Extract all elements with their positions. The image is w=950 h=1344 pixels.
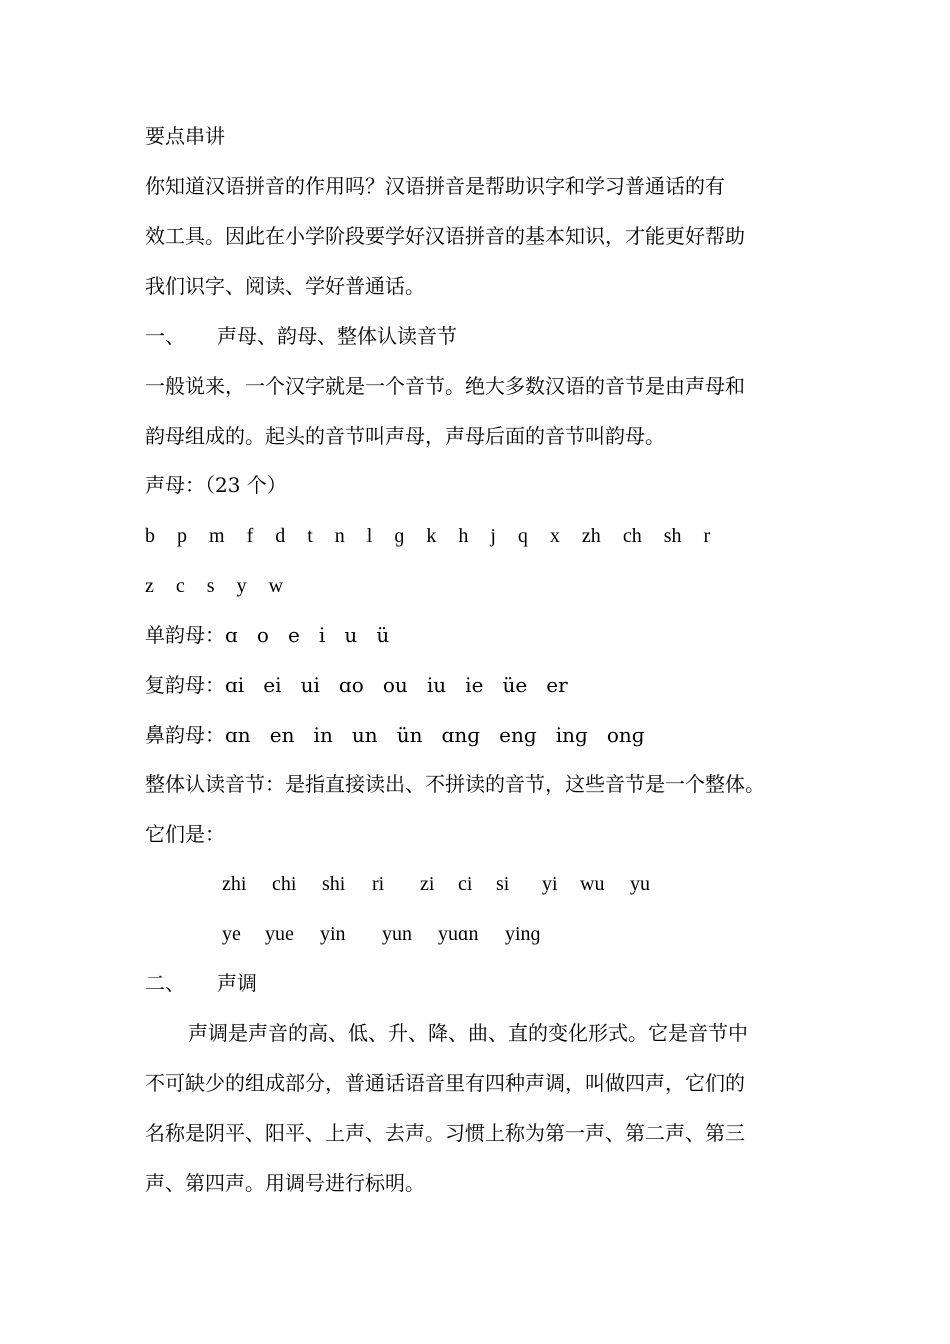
initial-letter: q — [517, 525, 528, 547]
initial-letter: b — [145, 525, 155, 547]
section1-desc-line-2: 韵母组成的。起头的音节叫声母，声母后面的音节叫韵母。 — [145, 424, 665, 448]
whole-syllable: ci — [458, 873, 473, 895]
nasal-finals: 鼻韵母：ɑn en in un ün ɑnɡ enɡ inɡ onɡ — [145, 723, 645, 747]
whole-syllables-desc-line-2: 它们是： — [145, 822, 225, 846]
initial-letter: sh — [663, 525, 682, 547]
initial-letter: h — [458, 525, 469, 547]
initials-label: 声母：（23 个） — [145, 473, 287, 497]
section1-desc-line-1: 一般说来，一个汉字就是一个音节。绝大多数汉语的音节是由声母和 — [145, 374, 745, 398]
initial-letter: z — [145, 575, 154, 597]
initials-row-1 — [145, 523, 815, 549]
section2-body-line-1: 声调是声音的高、低、升、降、曲、直的变化形式。它是音节中 — [188, 1021, 748, 1045]
section1-heading — [145, 323, 815, 349]
initial-letter: l — [366, 525, 373, 547]
initials-row-2 — [145, 573, 815, 599]
whole-syllable: shi — [322, 873, 346, 895]
initial-letter: f — [246, 525, 254, 547]
section1-number: 一、 — [145, 324, 185, 348]
section2-title: 声调 — [217, 971, 257, 995]
initial-letter: r — [703, 525, 711, 547]
initial-letter: m — [209, 525, 225, 547]
whole-syllable: yin — [320, 923, 346, 945]
intro-line-2: 效工具。因此在小学阶段要学好汉语拼音的基本知识，才能更好帮助 — [145, 224, 745, 248]
whole-syllable: yun — [382, 923, 412, 945]
section2-body-line-4: 声、第四声。用调号进行标明。 — [145, 1171, 425, 1195]
initial-letter: x — [549, 525, 560, 547]
initial-letter: ɡ — [394, 525, 405, 547]
initial-letter: n — [334, 525, 345, 547]
whole-syllable: yuɑn — [438, 923, 479, 945]
whole-syllable: zhi — [222, 873, 247, 895]
initial-letter: zh — [581, 525, 601, 547]
whole-syllable: yu — [630, 873, 650, 895]
whole-syllable: yinɡ — [505, 923, 541, 945]
intro-line-3: 我们识字、阅读、学好普通话。 — [145, 274, 425, 298]
whole-syllable: chi — [272, 873, 297, 895]
single-finals: 单韵母：ɑ o e i u ü — [145, 623, 390, 647]
initial-letter: k — [426, 525, 437, 547]
section1-title: 声母、韵母、整体认读音节 — [217, 324, 457, 348]
initial-letter: y — [236, 575, 247, 597]
whole-syllable: si — [496, 873, 510, 895]
whole-syllable: zi — [420, 873, 435, 895]
intro-line-1: 你知道汉语拼音的作用吗？汉语拼音是帮助识字和学习普通话的有 — [145, 174, 725, 198]
initial-letter: ch — [622, 525, 642, 547]
initial-letter: s — [206, 575, 215, 597]
whole-syllables-desc-line-1: 整体认读音节：是指直接读出、不拼读的音节，这些音节是一个整体。 — [145, 772, 765, 796]
compound-finals: 复韵母：ɑi ei ui ɑo ou iu ie üe er — [145, 673, 568, 697]
section2-number: 二、 — [145, 971, 185, 995]
page-title: 要点串讲 — [145, 124, 225, 148]
whole-syllable: ri — [372, 873, 385, 895]
section2-heading — [145, 970, 815, 996]
whole-syllable: yue — [265, 923, 294, 945]
whole-syllables-row-2 — [222, 921, 892, 947]
section2-body-line-2: 不可缺少的组成部分，普通话语音里有四种声调，叫做四声，它们的 — [145, 1071, 745, 1095]
whole-syllable: ye — [222, 923, 241, 945]
whole-syllables-row-1 — [222, 871, 892, 897]
whole-syllable: yi — [542, 873, 558, 895]
section2-body-line-3: 名称是阴平、阳平、上声、去声。习惯上称为第一声、第二声、第三 — [145, 1121, 745, 1145]
initial-letter: j — [490, 525, 496, 547]
initial-letter: w — [268, 575, 284, 597]
whole-syllable: wu — [580, 873, 605, 895]
initial-letter: c — [175, 575, 185, 597]
initial-letter: d — [275, 525, 286, 547]
initial-letter: t — [307, 525, 313, 547]
initial-letter: p — [177, 525, 187, 547]
